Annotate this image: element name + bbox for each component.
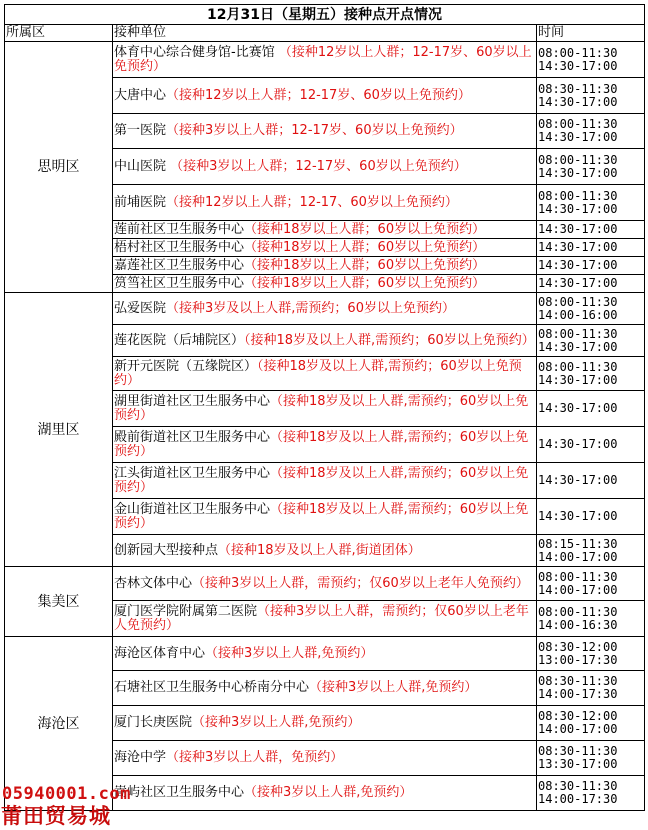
- unit-name: 石塘社区卫生服务中心桥南分中心: [114, 680, 310, 695]
- unit-note: （接种12岁以上人群；12-17岁、60岁以上免预约）: [114, 44, 532, 74]
- table-row: [5, 42, 645, 78]
- unit-name: 杏林文体中心: [114, 575, 193, 591]
- unit-name: 筼筜社区卫生服务中心: [114, 275, 245, 291]
- time-cell: 08:30-12:00 14:00-17:00: [537, 706, 645, 741]
- unit-cell: [113, 706, 537, 741]
- unit-note: （接种18岁及以上人群,需预约；60岁以上免预约）: [244, 332, 535, 348]
- time-cell: 08:00-11:30 14:00-16:00: [537, 293, 645, 325]
- unit-name: 殿前街道社区卫生服务中心: [114, 429, 271, 445]
- time-cell: 14:30-17:00: [537, 391, 645, 427]
- unit-note: （接种3岁以上人群,免预约）: [205, 645, 374, 661]
- unit-name: 厦门长庚医院: [114, 715, 193, 730]
- table-row: [5, 637, 645, 671]
- unit-note: （接种18岁以上人群；60岁以上免预约）: [244, 221, 486, 237]
- unit-cell: [113, 149, 537, 185]
- time-cell: 08:30-11:30 14:30-17:00: [537, 78, 645, 114]
- unit-name: 莲前社区卫生服务中心: [114, 221, 245, 237]
- unit-note: （接种3岁以上人群，需预约；仅60岁以上老年人免预约）: [192, 575, 529, 591]
- unit-note: （接种3岁以上人群,免预约）: [244, 785, 413, 800]
- unit-name: 第一医院: [114, 123, 167, 138]
- district-cell: 思明区: [5, 42, 113, 293]
- header-unit: 接种单位: [113, 25, 537, 42]
- time-cell: 08:30-11:30 13:30-17:00: [537, 741, 645, 776]
- time-cell: 08:00-11:30 14:30-17:00: [537, 325, 645, 357]
- time-cell: 08:00-11:30 14:30-17:00: [537, 185, 645, 221]
- unit-name: 海沧区体育中心: [114, 645, 206, 661]
- unit-name: 梧村社区卫生服务中心: [114, 239, 245, 255]
- unit-name: 海沧中学: [114, 750, 167, 765]
- time-cell: 08:00-11:30 14:30-17:00: [537, 42, 645, 78]
- time-cell: 08:00-11:30 14:30-17:00: [537, 114, 645, 149]
- time-cell: 14:30-17:00: [537, 257, 645, 275]
- unit-note: （接种18岁以上人群；60岁以上免预约）: [244, 275, 486, 291]
- unit-cell: [113, 257, 537, 275]
- unit-cell: [113, 499, 537, 535]
- unit-note: （接种3岁以上人群，需预约；仅60岁以上老年人免预约）: [114, 603, 529, 633]
- unit-cell: [113, 357, 537, 391]
- table-row: [5, 293, 645, 325]
- unit-note: （接种3岁以上人群,免预约）: [192, 715, 361, 730]
- watermark-url: 05940001.com: [2, 784, 131, 804]
- unit-name: 嵩屿社区卫生服务中心: [114, 785, 245, 800]
- header-row: [5, 25, 645, 42]
- site-watermark: [0, 784, 150, 828]
- unit-cell: [113, 293, 537, 325]
- unit-name: 创新园大型接种点: [114, 542, 219, 558]
- unit-cell: [113, 221, 537, 239]
- unit-note: （接种18岁及以上人群,需预约；60岁以上免预约）: [114, 358, 522, 388]
- time-cell: 08:30-11:30 14:00-17:30: [537, 671, 645, 706]
- unit-cell: [113, 78, 537, 114]
- unit-name: 金山街道社区卫生服务中心: [114, 501, 271, 517]
- unit-name: 莲花医院（后埔院区）: [114, 332, 245, 348]
- unit-cell: [113, 535, 537, 567]
- page-title: 12月31日（星期五）接种点开点情况: [5, 5, 645, 25]
- time-cell: 08:00-11:30 14:00-16:30: [537, 601, 645, 637]
- time-cell: 08:00-11:30 14:30-17:00: [537, 357, 645, 391]
- vaccination-table: [4, 4, 645, 811]
- time-cell: 14:30-17:00: [537, 239, 645, 257]
- unit-name: 前埔医院: [114, 194, 167, 210]
- unit-name: 弘爱医院: [114, 300, 167, 316]
- unit-cell: [113, 741, 537, 776]
- district-cell: 集美区: [5, 567, 113, 637]
- unit-cell: [113, 114, 537, 149]
- unit-note: （接种3岁以上人群；12-17岁、60岁以上免预约）: [170, 158, 467, 174]
- time-cell: 08:30-11:30 14:00-17:30: [537, 776, 645, 811]
- vaccination-sheet: [4, 4, 644, 811]
- unit-name: 新开元医院（五缘院区）: [114, 358, 258, 374]
- unit-note: （接种18岁及以上人群,需预约；60岁以上免预约）: [114, 465, 529, 495]
- unit-cell: [113, 671, 537, 706]
- unit-name: 湖里街道社区卫生服务中心: [114, 393, 271, 409]
- watermark-name: 莆田贸易城: [1, 804, 111, 828]
- unit-note: （接种3岁以上人群；12-17岁、60岁以上免预约）: [166, 123, 463, 138]
- unit-name: 厦门医学院附属第二医院: [114, 603, 258, 619]
- unit-cell: [113, 427, 537, 463]
- time-cell: 08:00-11:30 14:30-17:00: [537, 149, 645, 185]
- unit-note: （接种18岁及以上人群,需预约；60岁以上免预约）: [114, 429, 529, 459]
- unit-cell: [113, 42, 537, 78]
- unit-note: （接种12岁以上人群；12-17岁、60岁以上免预约）: [166, 87, 471, 103]
- unit-note: （接种18岁以上人群；60岁以上免预约）: [244, 239, 486, 255]
- time-cell: 14:30-17:00: [537, 221, 645, 239]
- table-row: [5, 567, 645, 601]
- unit-cell: [113, 325, 537, 357]
- header-district: 所属区: [5, 25, 113, 42]
- unit-cell: [113, 185, 537, 221]
- unit-note: （接种12岁以上人群；12-17、60岁以上免预约）: [166, 194, 458, 210]
- unit-name: 中山医院: [114, 158, 171, 174]
- unit-cell: [113, 601, 537, 637]
- unit-note: （接种18岁及以上人群,需预约；60岁以上免预约）: [114, 501, 529, 531]
- unit-name: 体育中心综合健身馆-比赛馆: [114, 44, 279, 60]
- time-cell: 08:00-11:30 14:00-17:00: [537, 567, 645, 601]
- time-cell: 14:30-17:00: [537, 275, 645, 293]
- unit-cell: [113, 567, 537, 601]
- unit-name: 嘉莲社区卫生服务中心: [114, 257, 245, 273]
- unit-note: （接种18岁及以上人群,需预约；60岁以上免预约）: [114, 393, 529, 423]
- unit-note: （接种3岁及以上人群,需预约；60岁以上免预约）: [166, 300, 455, 316]
- time-cell: 14:30-17:00: [537, 427, 645, 463]
- time-cell: 14:30-17:00: [537, 463, 645, 499]
- title-row: [5, 5, 645, 25]
- unit-note: （接种18岁以上人群；60岁以上免预约）: [244, 257, 486, 273]
- unit-cell: [113, 637, 537, 671]
- district-cell: 湖里区: [5, 293, 113, 567]
- unit-cell: [113, 463, 537, 499]
- header-time: 时间: [537, 25, 645, 42]
- district-cell: 海沧区: [5, 637, 113, 811]
- unit-cell: [113, 275, 537, 293]
- unit-name: 江头街道社区卫生服务中心: [114, 465, 271, 481]
- time-cell: 14:30-17:00: [537, 499, 645, 535]
- unit-note: （接种18岁及以上人群,街道团体）: [218, 542, 421, 558]
- unit-cell: [113, 239, 537, 257]
- unit-note: （接种3岁以上人群,免预约）: [309, 680, 478, 695]
- unit-cell: [113, 391, 537, 427]
- unit-cell: [113, 776, 537, 811]
- time-cell: 08:30-12:00 13:00-17:30: [537, 637, 645, 671]
- unit-name: 大唐中心: [114, 87, 167, 103]
- time-cell: 08:15-11:30 14:00-17:00: [537, 535, 645, 567]
- unit-note: （接种3岁以上人群，免预约）: [166, 750, 344, 765]
